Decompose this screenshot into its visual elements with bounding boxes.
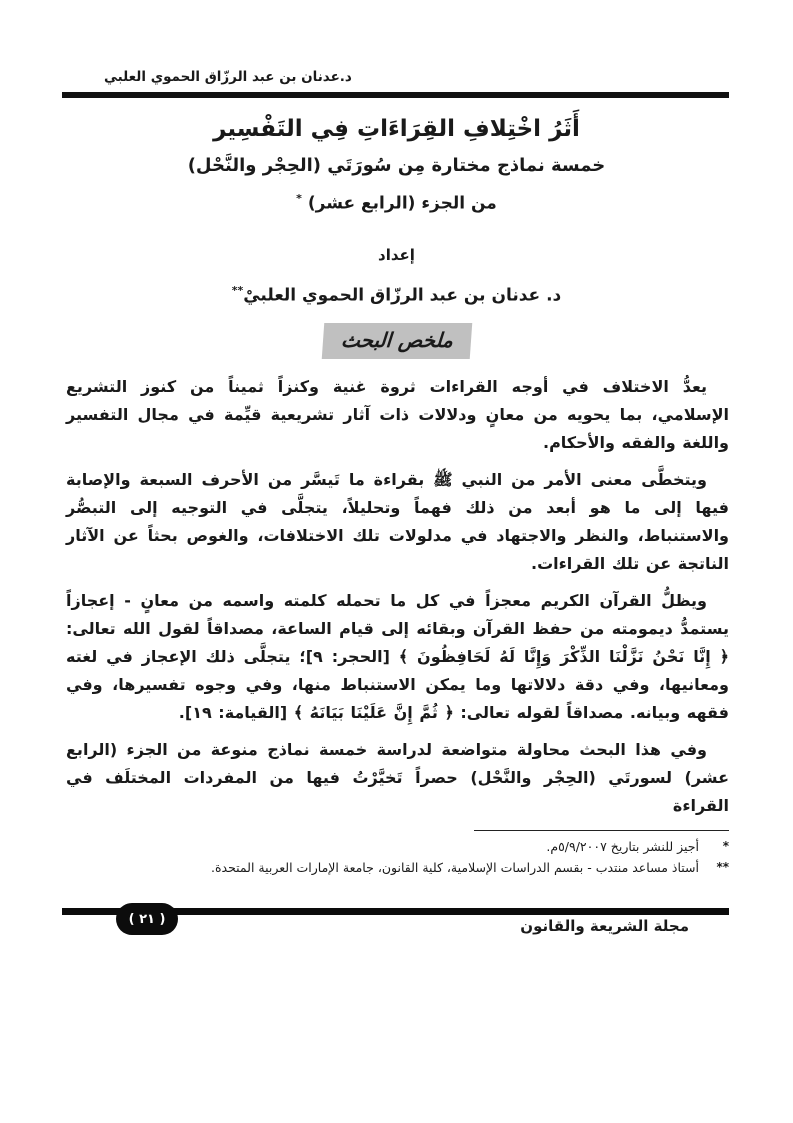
preparation-label: إعداد [378, 245, 415, 264]
body-paragraph: يعدُّ الاختلاف في أوجه القراءات ثروة غنية وكنزاً ثميناً من كنوز التشريع الإسلامي، بما يحويه من معانٍ ودلالات ذات آثار تشريعية قيِّمة في مجال التفسير واللغة والفقه والأحكام. [66, 377, 729, 453]
author-byline [0, 279, 793, 308]
article-subtitle: خمسة نماذج مختارة مِن سُورَتَي (الحِجْر والنَّحْل) [187, 155, 606, 176]
footnote [66, 837, 729, 856]
running-head-author: د.عدنان بن عبد الرزّاق الحموي العلبي [104, 69, 352, 85]
page-number: ( ٢١ ) [128, 911, 166, 927]
body-paragraph: وفي هذا البحث محاولة متواضعة لدراسة خمسة نماذج منوعة من الجزء (الرابع عشر) لسورتَي (الحِجْر والنَّحْل) حصراً تَخيَّرْتُ فيها من المفردات المختلَف في القراءة [66, 740, 729, 816]
footnote-text: أستاذ مساعد منتدب - بقسم الدراسات الإسلامية، كلية القانون، جامعة الإمارات العربية المتحدة. [210, 860, 699, 876]
article-subtitle-part [0, 188, 793, 215]
running-head [0, 0, 793, 85]
footnote [66, 858, 729, 877]
footnote-separator [474, 830, 729, 831]
header-double-rule [62, 92, 729, 98]
journal-name: مجلة الشريعة والقانون [520, 917, 689, 935]
author-name: د. عدنان بن عبد الرزّاق الحموي العلبيْ [243, 285, 562, 306]
body-paragraph: ويظلُّ القرآن الكريم معجزاً في كل ما تحمله كلمته واسمه من معانٍ - إعجازاً يستمدُّ ديمومته من حفظ القرآن وبقائه إلى قيام الساعة، مصداقاً لقول الله تعالى: ﴿ إِنَّا نَحْنُ نَزَّلْنَا الذِّكْرَ وَإِنَّا لَهُ لَحَافِظُونَ ﴾ [الحجر: ٩]؛ يتجلَّى ذلك الإعجاز في لغته ومعانيها، وفي دقة دلالاتها وما يمكن الاستنباط منها، وفي وجوه تفسيرها، وفي فقهه وبيانه. مصداقاً لقوله تعالى: ﴿ ثُمَّ إِنَّ عَلَيْنَا بَيَانَهُ ﴾ [القيامة: ١٩]. [66, 591, 729, 723]
author-footnote-ref: ** [231, 283, 244, 297]
footnotes [66, 837, 729, 877]
footnote-text: أجيز للنشر بتاريخ ٥/٩/٢٠٠٧م. [546, 839, 699, 855]
subtitle-part-text: من الجزء (الرابع عشر) [307, 193, 497, 214]
footnote-marker: * [722, 839, 729, 854]
title-footnote-ref: * [296, 192, 302, 205]
body-paragraph: ويتخطَّى معنى الأمر من النبي ﷺ بقراءة ما تَيسَّر من الأحرف السبعة والإصابة فيها إلى ما هو أبعد من ذلك فهماً وتحليلاً، يتجلَّى في التوجيه إلى التبصُّر والاستنباط، والنظر والاجتهاد في مدلولات تلك الاختلافات، والغوص بحثاً عن الآثار الناتجة عن تلك القراءات. [66, 470, 729, 574]
page-number-pill [116, 903, 178, 935]
abstract-heading: ملخص البحث [321, 323, 471, 359]
abstract-heading-row [0, 323, 793, 359]
footnote-marker: ** [716, 860, 729, 875]
article-title: أَثَرُ اخْتِلافِ القِرَاءَاتِ فِي التَفْسِير [213, 116, 580, 142]
title-block [0, 114, 793, 215]
article-body [66, 373, 729, 820]
